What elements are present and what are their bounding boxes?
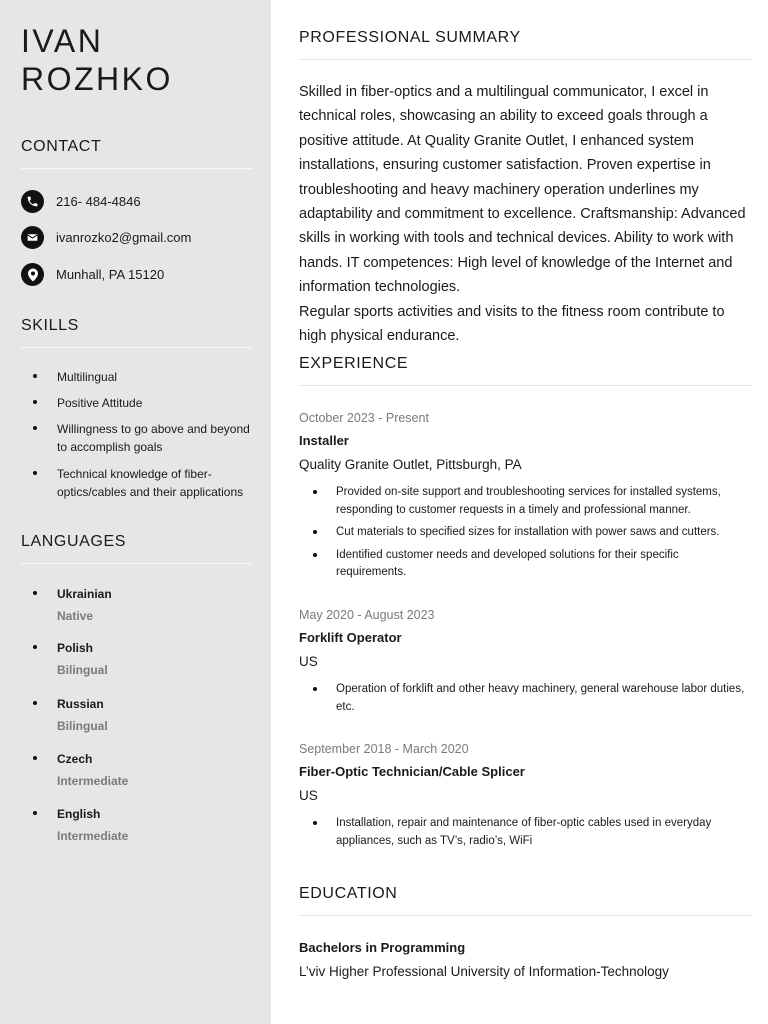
language-item: [21, 805, 252, 845]
mail-icon: [21, 226, 44, 249]
job-bullet: Provided on-site support and troubleshooting services for installed systems, responding to customer requests in a timely and professional manner.: [299, 484, 752, 519]
job-employer: US: [299, 654, 318, 669]
education-entry: [299, 939, 752, 981]
job-employer: Quality Granite Outlet, Pittsburgh, PA: [299, 457, 522, 472]
skill-item: Willingness to go above and beyond to accomplish goals: [21, 420, 252, 456]
job-bullets: [299, 681, 752, 716]
language-level: Intermediate: [57, 829, 129, 843]
job-bullet: Cut materials to specified sizes for installation with power saws and cutters.: [299, 524, 752, 542]
sidebar: [0, 0, 271, 1024]
language-level: Bilingual: [57, 719, 108, 733]
skill-item: Technical knowledge of fiber-optics/cables and their applications: [21, 465, 252, 501]
language-name: English: [57, 807, 101, 821]
contact-location: [21, 263, 164, 286]
job-title: Fiber-Optic Technician/Cable Splicer: [299, 764, 525, 779]
last-name: ROZHKO: [21, 61, 173, 97]
summary-heading: PROFESSIONAL SUMMARY: [299, 29, 752, 60]
contact-heading: CONTACT: [21, 138, 252, 169]
skills-list: [21, 368, 252, 501]
job-dates: September 2018 - March 2020: [299, 742, 469, 756]
skill-item: Positive Attitude: [21, 394, 252, 412]
job-bullet: Installation, repair and maintenance of fiber-optic cables used in everyday appliances, such as TV’s, radio’s, WiFi: [299, 815, 752, 850]
job-entry: [299, 409, 752, 587]
degree: Bachelors in Programming: [299, 940, 466, 955]
education-heading: EDUCATION: [299, 885, 752, 916]
summary-paragraph: Regular sports activities and visits to the fitness room contribute to high physical endurance.: [299, 303, 725, 345]
job-entry: [299, 606, 752, 721]
language-item: [21, 750, 252, 790]
job-bullet: Operation of forklift and other heavy machinery, general warehouse labor duties, etc.: [299, 681, 752, 716]
phone-icon: [21, 190, 44, 213]
language-level: Bilingual: [57, 663, 108, 677]
contact-phone: [21, 190, 141, 213]
first-name: IVAN: [21, 23, 104, 59]
job-employer: US: [299, 788, 318, 803]
candidate-name: [21, 22, 173, 98]
email-address[interactable]: ivanrozko2@gmail.com: [56, 230, 192, 245]
summary-paragraph: Skilled in fiber-optics and a multilingual communicator, I excel in technical roles, showcasing an ability to exceed goals through a positive attitude. At Quality Granite Outlet, I enhanced system installations, ensuring customer satisfaction. Proven expertise in troubleshooting and heavy machinery operation underlines my adaptability and commitment to excellence. Craftsmanship: Advanced skills in working with tools and technical devices. Ability to work with hands. IT competences: High level of knowledge of the Internet and information technologies.: [299, 84, 746, 296]
language-item: [21, 639, 252, 679]
language-level: Intermediate: [57, 774, 129, 788]
language-name: Russian: [57, 697, 104, 711]
language-name: Polish: [57, 641, 94, 655]
language-item: [21, 695, 252, 735]
job-bullet: Identified customer needs and developed solutions for their specific requirements.: [299, 547, 752, 582]
job-entry: [299, 740, 752, 855]
skills-heading: SKILLS: [21, 317, 252, 348]
language-name: Czech: [57, 752, 93, 766]
contact-email: [21, 226, 191, 249]
phone-number: 216- 484-4846: [56, 194, 141, 209]
language-level: Native: [57, 609, 94, 623]
job-bullets: [299, 484, 752, 582]
job-title: Installer: [299, 433, 349, 448]
languages-heading: LANGUAGES: [21, 533, 252, 564]
language-item: [21, 585, 252, 625]
language-name: Ukrainian: [57, 587, 112, 601]
job-title: Forklift Operator: [299, 630, 402, 645]
skill-item: Multilingual: [21, 368, 252, 386]
location-text: Munhall, PA 15120: [56, 267, 165, 282]
summary-text: [299, 80, 752, 348]
school: L’viv Higher Professional University of Information-Technology: [299, 964, 669, 979]
experience-heading: EXPERIENCE: [299, 355, 752, 386]
job-dates: October 2023 - Present: [299, 411, 429, 425]
job-bullets: [299, 815, 752, 850]
location-pin-icon: [21, 263, 44, 286]
job-dates: May 2020 - August 2023: [299, 608, 435, 622]
